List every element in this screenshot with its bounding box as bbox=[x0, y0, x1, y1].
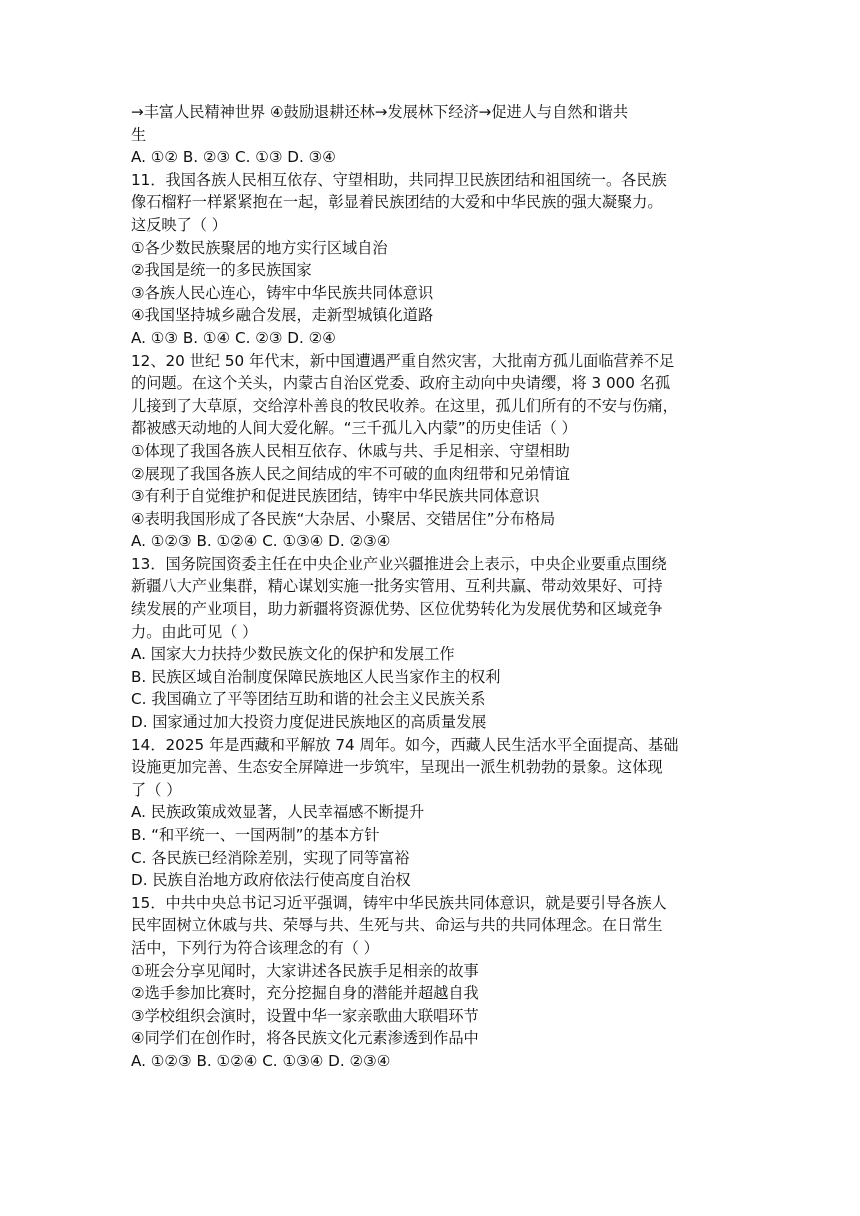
statement-option: ①各少数民族聚居的地方实行区域自治 bbox=[131, 238, 388, 257]
answer-option: C. 各民族已经消除差别，实现了同等富裕 bbox=[131, 848, 410, 867]
answer-choices: A. ①②③ B. ①②④ C. ①③④ D. ②③④ bbox=[131, 532, 391, 551]
answer-choices: A. ①② B. ②③ C. ①③ D. ③④ bbox=[131, 148, 336, 167]
question-stem-line: 儿接到了大草原，交给淳朴善良的牧民收养。在这里，孤儿们所有的不安与伤痛， bbox=[131, 396, 678, 415]
answer-option: D. 民族自治地方政府依法行使高度自治权 bbox=[131, 871, 411, 890]
question-stem-line: 的问题。在这个关头，内蒙古自治区党委、政府主动向中央请缨，将 3 000 名孤 bbox=[131, 374, 671, 393]
question-stem-line: 民牢固树立休戚与共、荣辱与共、生死与共、命运与共的共同体理念。在日常生 bbox=[131, 916, 663, 935]
question-13 bbox=[131, 553, 741, 734]
statement-option: ④同学们在创作时，将各民族文化元素渗透到作品中 bbox=[131, 1029, 479, 1048]
question-10-tail bbox=[131, 101, 741, 169]
question-stem-line: 了（ ） bbox=[131, 780, 182, 799]
statement-option: ②选手参加比赛时，充分挖掘自身的潜能并超越自我 bbox=[131, 984, 479, 1003]
question-text-line: →丰富人民精神世界 ④鼓励退耕还林→发展林下经济→促进人与自然和谐共 bbox=[131, 103, 629, 121]
question-stem-line: 14．2025 年是西藏和平解放 74 周年。如今，西藏人民生活水平全面提高、基础 bbox=[131, 735, 679, 754]
question-stem-line: 12、20 世纪 50 年代末，新中国遭遇严重自然灾害，大批南方孤儿面临营养不足 bbox=[131, 351, 675, 370]
answer-option: A. 国家大力扶持少数民族文化的保护和发展工作 bbox=[131, 645, 455, 664]
question-stem-line: 力。由此可见（ ） bbox=[131, 622, 258, 641]
answer-option: B. 民族区域自治制度保障民族地区人民当家作主的权利 bbox=[131, 667, 501, 686]
question-stem-line: 这反映了（ ） bbox=[131, 215, 227, 234]
answer-choices: A. ①②③ B. ①②④ C. ①③④ D. ②③④ bbox=[131, 1051, 391, 1070]
answer-option: D. 国家通过加大投资力度促进民族地区的高质量发展 bbox=[131, 713, 487, 732]
answer-choices: A. ①③ B. ①④ C. ②③ D. ②④ bbox=[131, 328, 336, 347]
answer-option: C. 我国确立了平等团结互助和谐的社会主义民族关系 bbox=[131, 690, 486, 709]
question-11 bbox=[131, 169, 741, 350]
question-12 bbox=[131, 350, 741, 553]
answer-option: B. “和平统一、一国两制”的基本方针 bbox=[131, 826, 380, 844]
question-stem-line: 13．国务院国资委主任在中央企业产业兴疆推进会上表示，中央企业要重点围绕 bbox=[131, 554, 667, 573]
statement-option: ③有利于自觉维护和促进民族团结，铸牢中华民族共同体意识 bbox=[131, 487, 540, 506]
statement-option: ②展现了我国各族人民之间结成的牢不可破的血肉纽带和兄弟情谊 bbox=[131, 464, 570, 483]
statement-option: ③学校组织会演时，设置中华一家亲歌曲大联唱环节 bbox=[131, 1006, 479, 1025]
statement-option: ①体现了我国各族人民相互依存、休戚与共、手足相亲、守望相助 bbox=[131, 441, 570, 460]
statement-option: ①班会分享见闻时，大家讲述各民族手足相亲的故事 bbox=[131, 961, 479, 980]
statement-option: ③各族人民心连心，铸牢中华民族共同体意识 bbox=[131, 283, 434, 302]
question-stem-line: 新疆八大产业集群，精心谋划实施一批务实管用、互利共赢、带动效果好、可持 bbox=[131, 577, 663, 596]
question-stem-line: 像石榴籽一样紧紧抱在一起，彰显着民族团结的大爱和中华民族的强大凝聚力。 bbox=[131, 193, 663, 212]
statement-option: ②我国是统一的多民族国家 bbox=[131, 261, 312, 280]
exam-page bbox=[131, 101, 741, 1073]
question-stem-line: 都被感天动地的人间大爱化解。“三千孤儿入内蒙”的历史佳话（ ） bbox=[131, 419, 577, 438]
question-stem-line: 15．中共中央总书记习近平强调，铸牢中华民族共同体意识，就是要引导各族人 bbox=[131, 893, 667, 912]
question-stem-line: 续发展的产业项目，助力新疆将资源优势、区位优势转化为发展优势和区域竞争 bbox=[131, 600, 663, 619]
question-stem-line: 11．我国各族人民相互依存、守望相助，共同捍卫民族团结和祖国统一。各民族 bbox=[131, 170, 667, 189]
question-15 bbox=[131, 892, 741, 1073]
question-stem-line: 设施更加完善、生态安全屏障进一步筑牢，呈现出一派生机勃勃的景象。这体现 bbox=[131, 758, 663, 777]
statement-option: ④我国坚持城乡融合发展，走新型城镇化道路 bbox=[131, 306, 434, 325]
question-14 bbox=[131, 734, 741, 892]
statement-option: ④表明我国形成了各民族“大杂居、小聚居、交错居住”分布格局 bbox=[131, 509, 556, 528]
question-stem-line: 活中，下列行为符合该理念的有（ ） bbox=[131, 938, 379, 957]
answer-option: A. 民族政策成效显著，人民幸福感不断提升 bbox=[131, 803, 425, 822]
question-text-line: 生 bbox=[131, 125, 147, 144]
